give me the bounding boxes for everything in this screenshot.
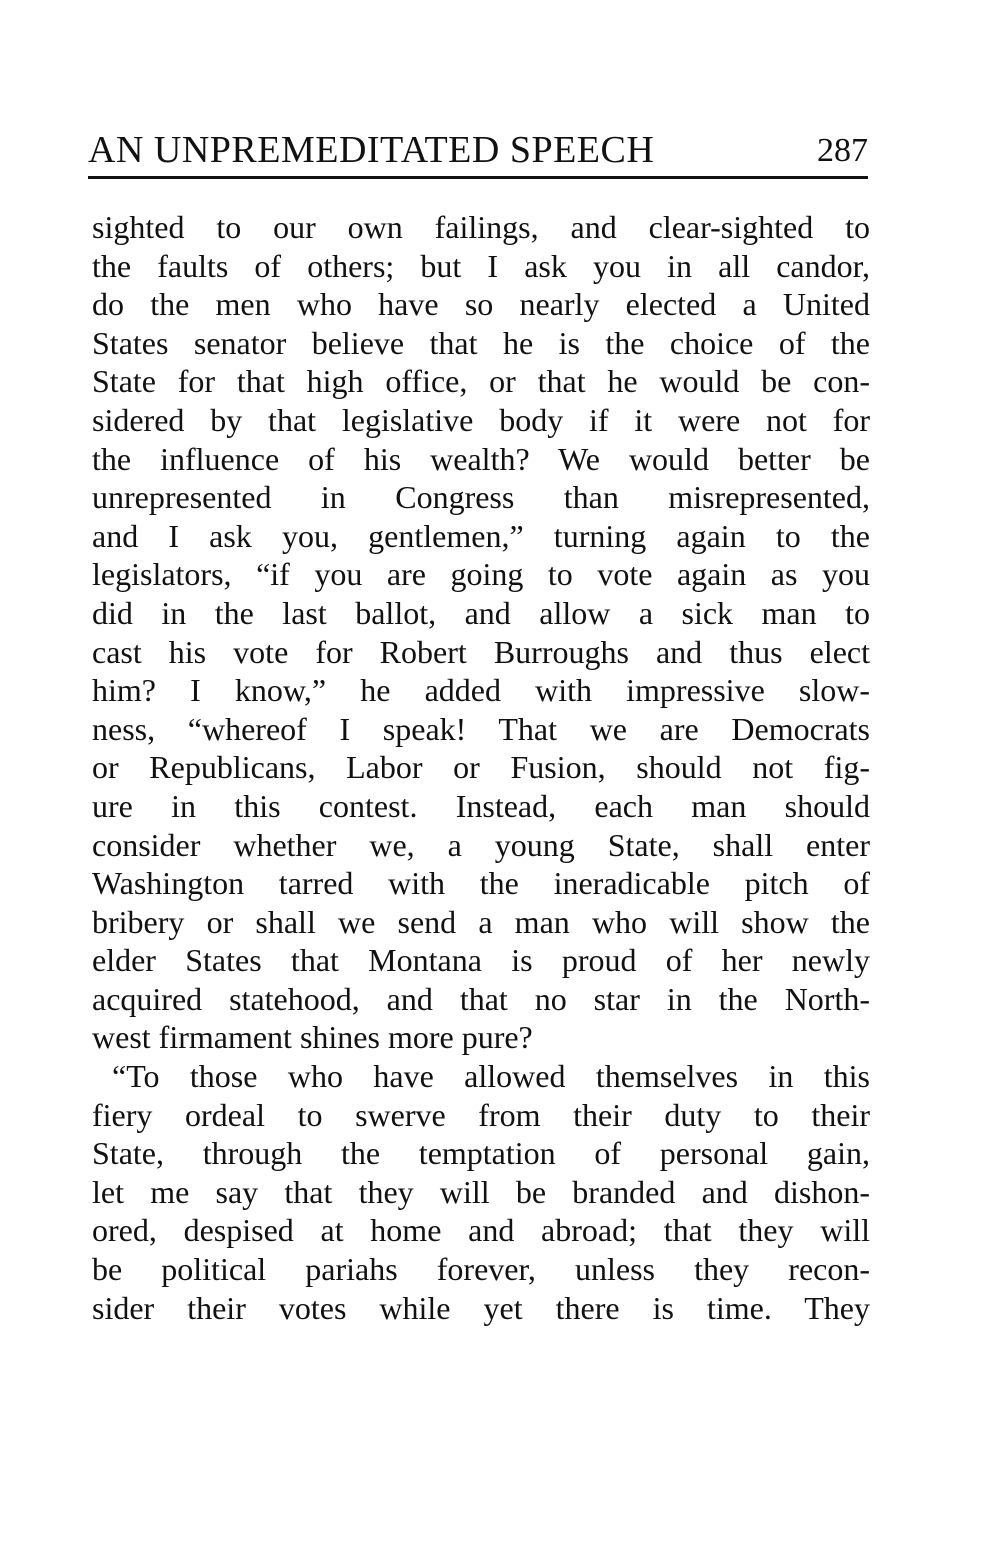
running-head [88,124,868,179]
text-line: let me say that they will be branded and dishon- [92,1173,870,1210]
text-line: and I ask you, gentlemen,” turning again to the [92,517,870,554]
text-line: sider their votes while yet there is time. They [92,1289,870,1326]
text-line: consider whether we, a young State, shall enter [92,826,870,863]
text-line: Washington tarred with the ineradicable pitch of [92,865,870,902]
text-line: or Republicans, Labor or Fusion, should not fig- [92,749,870,786]
text-line: sighted to our own failings, and clear-sighted to [92,209,870,245]
text-line: bribery or shall we send a man who will show the [92,903,870,940]
text-line: ness, “whereof I speak! That we are Democrats [92,710,870,747]
text-line: do the men who have so nearly elected a United [92,286,870,323]
text-line: the faults of others; but I ask you in all candor, [92,247,870,284]
body-text [92,208,870,1327]
text-line: legislators, “if you are going to vote again as you [92,556,870,593]
text-line: the influence of his wealth? We would better be [92,440,870,477]
text-line: States senator believe that he is the choice of the [92,324,870,361]
text-line: State, through the temptation of personal gain, [92,1135,870,1172]
text-line: west firmament shines more pure? [92,1019,533,1056]
text-line: cast his vote for Robert Burroughs and thus elect [92,633,870,670]
text-line: acquired statehood, and that no star in the North- [92,980,870,1017]
text-line: ored, despised at home and abroad; that they will [92,1212,870,1249]
text-line: unrepresented in Congress than misrepresented, [92,479,870,516]
running-head-title: AN UNPREMEDITATED SPEECH [88,129,655,171]
text-line: State for that high office, or that he would be con- [92,363,870,400]
text-line: ure in this contest. Instead, each man should [92,787,870,824]
text-line: did in the last ballot, and allow a sick man to [92,594,870,631]
text-line: be political pariahs forever, unless they recon- [92,1251,870,1288]
text-line: him? I know,” he added with impressive slow- [92,672,870,709]
text-line: “To those who have allowed themselves in this [112,1058,870,1095]
text-line: elder States that Montana is proud of her newly [92,942,870,979]
text-line: fiery ordeal to swerve from their duty to their [92,1096,870,1133]
text-line: sidered by that legislative body if it were not for [92,401,870,438]
page-number: 287 [817,132,868,169]
